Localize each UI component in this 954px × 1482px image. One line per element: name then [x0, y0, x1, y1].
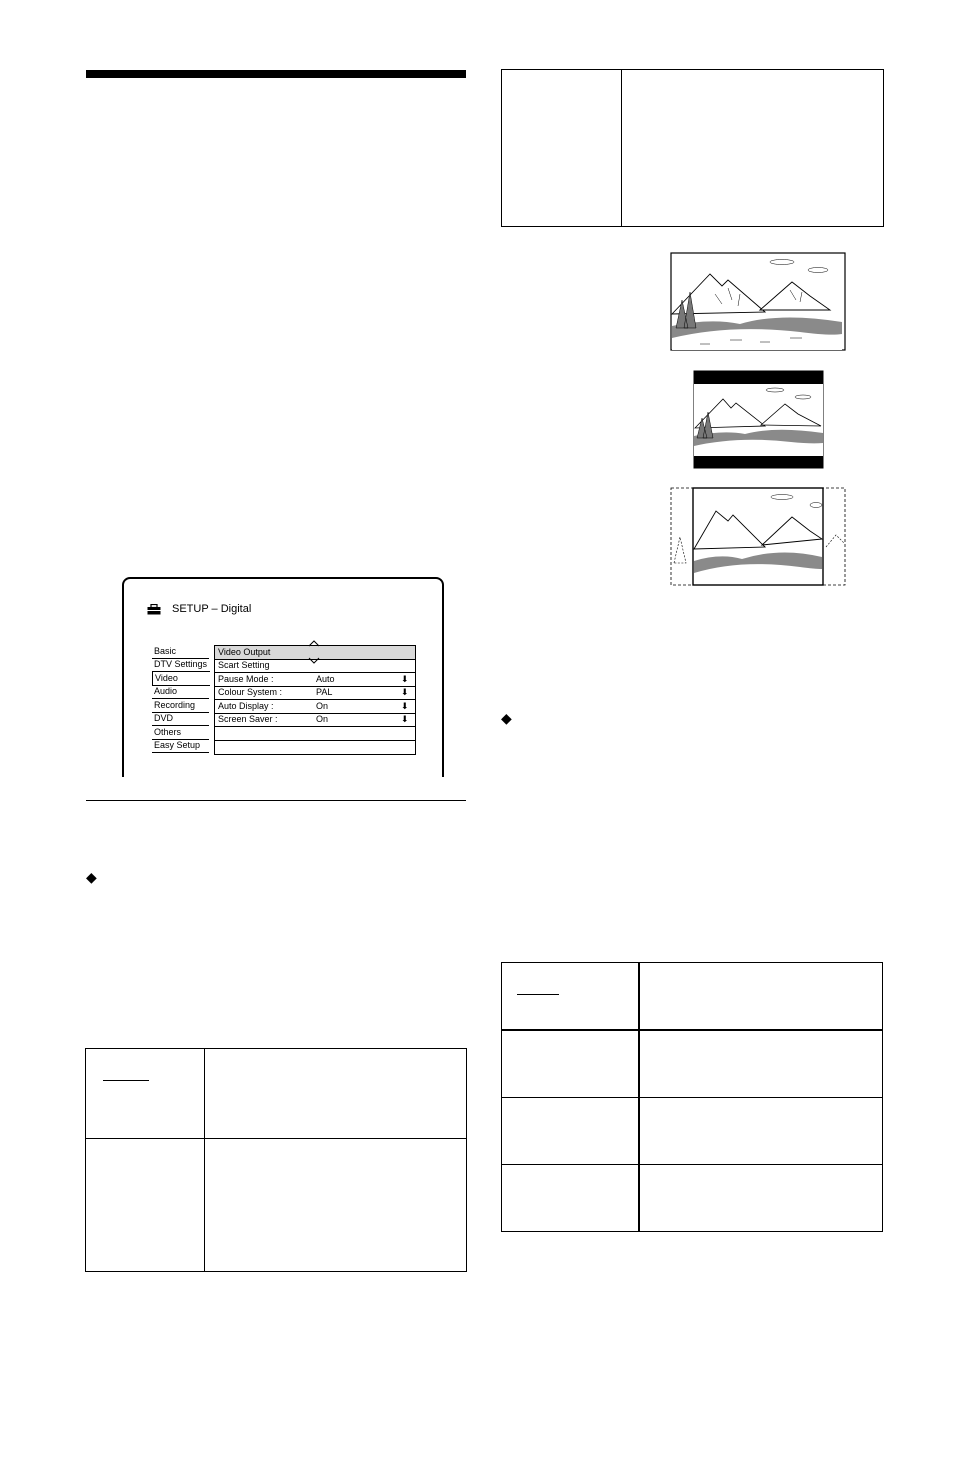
diamond-bullet-icon: ◆ — [501, 710, 512, 726]
letterbox-picture — [693, 370, 824, 470]
menu-item-video[interactable]: Video — [152, 671, 210, 686]
toolbox-icon — [147, 604, 161, 615]
submenu-value: Auto — [316, 674, 335, 684]
submenu-value: On — [316, 701, 329, 711]
menu-item-audio[interactable]: Audio — [152, 685, 209, 699]
wide-screen-picture — [670, 252, 846, 352]
submenu-label: Scart Setting — [218, 660, 270, 670]
submenu-label: Screen Saver : — [218, 714, 278, 724]
options-table-bottom-right — [501, 962, 883, 1232]
cursor-notch-icon — [308, 640, 320, 664]
pan-scan-picture — [670, 487, 846, 587]
down-arrow-icon: ⬇ — [401, 674, 409, 684]
submenu-label: Auto Display : — [218, 701, 274, 711]
submenu-row-screen-saver[interactable] — [215, 713, 415, 727]
submenu-label: Video Output — [218, 647, 271, 657]
submenu-value: On — [316, 714, 329, 724]
default-underline — [517, 994, 559, 995]
setup-title: SETUP – Digital — [172, 603, 252, 615]
submenu-row-pause-mode[interactable] — [215, 673, 415, 687]
menu-item-others[interactable]: Others — [152, 726, 209, 740]
menu-item-easy-setup[interactable]: Easy Setup — [152, 739, 209, 753]
section-divider — [86, 800, 466, 801]
menu-item-recording[interactable]: Recording — [152, 699, 209, 713]
section-heading-bar — [86, 70, 466, 78]
down-arrow-icon: ⬇ — [401, 701, 409, 711]
down-arrow-icon: ⬇ — [401, 687, 409, 697]
options-table-top-right — [501, 69, 884, 227]
menu-item-basic[interactable]: Basic — [152, 645, 209, 659]
options-table-left — [85, 1048, 467, 1272]
submenu-value: PAL — [316, 687, 333, 697]
menu-item-dtv-settings[interactable]: DTV Settings — [152, 658, 209, 672]
submenu-label: Colour System : — [218, 687, 283, 697]
submenu-row-auto-display[interactable] — [215, 700, 415, 714]
menu-item-dvd[interactable]: DVD — [152, 712, 209, 726]
default-underline — [103, 1080, 149, 1081]
submenu-row-colour-system[interactable] — [215, 686, 415, 700]
diamond-bullet-icon: ◆ — [86, 869, 97, 885]
submenu-label: Pause Mode : — [218, 674, 274, 684]
down-arrow-icon: ⬇ — [401, 714, 409, 724]
submenu-row-empty — [215, 727, 415, 741]
